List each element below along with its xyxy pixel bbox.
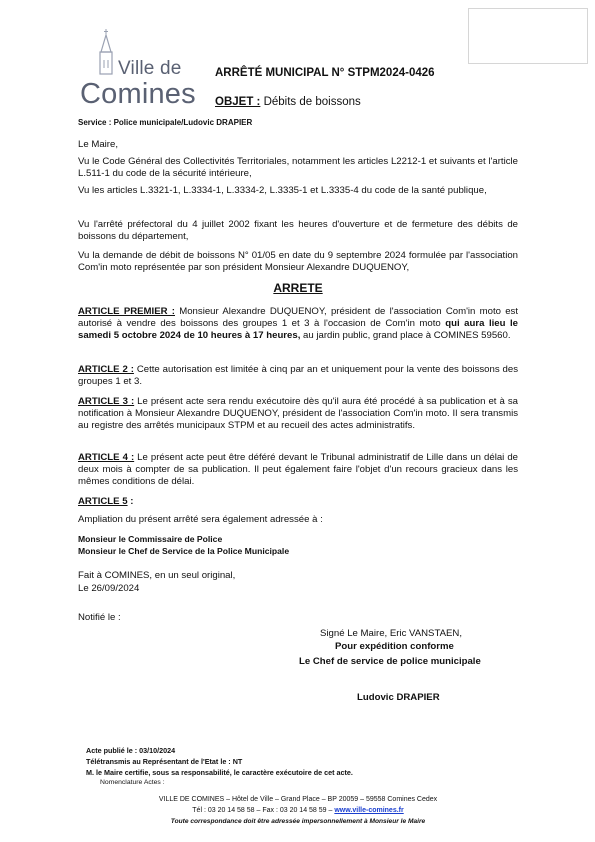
footer-certifie: M. le Maire certifie, sous sa responsabilité, le caractère exécutoire de cet acte.: [86, 768, 353, 777]
signature-name: Ludovic DRAPIER: [357, 692, 440, 703]
city-logo: [78, 28, 198, 108]
arrete-title: ARRÊTÉ MUNICIPAL N° STPM2024-0426: [215, 67, 435, 79]
article-5: [78, 496, 518, 508]
objet-line: [215, 96, 361, 108]
footer-address: VILLE DE COMINES – Hôtel de Ville – Grand Place – BP 20059 – 59558 Comines Cedex: [158, 796, 438, 803]
vu-sante-publique: Vu les articles L.3321-1, L.3334-1, L.3334-2, L.3335-1 et L.3335-4 du code de la santé publique,: [78, 185, 487, 196]
footer-nomenclature: Nomenclature Actes :: [100, 779, 165, 786]
footer-contact: [78, 807, 518, 814]
logo-text-comines: Comines: [80, 78, 196, 110]
article-premier: [78, 306, 518, 343]
vu-demande: Vu la demande de débit de boissons N° 01/05 en date du 9 septembre 2024 formulée par l'association Com'in moto représentée par son président Monsieur Alexandre DUQUENOY,: [78, 250, 518, 274]
article-premier-date: qui aura lieu le samedi 5 octobre 2024 de 10 heures à 17 heures,: [78, 318, 518, 342]
objet-label: OBJET :: [215, 96, 261, 108]
article-5-label: ARTICLE 5: [78, 496, 128, 507]
article-premier-text-a: Monsieur Alexandre DUQUENOY, président de l'association Com'in moto est autorisé à vendre des boissons des groupes 1 et 3 à l'occasion de Com'in moto: [78, 306, 518, 330]
article-2-text: Cette autorisation est limitée à cinq par an et uniquement pour la vente des boissons des groupes 1 et 3.: [78, 364, 519, 388]
objet-text: Débits de boissons: [263, 96, 361, 108]
article-3-text: Le présent acte sera rendu exécutoire dès qu'il aura été procédé à sa publication et à sa notification à Monsieur Alexandre DUQUENOY, président de l'association Com'in moto. Il sera transmis au registre des arrêtés municipaux STPM et au recueil des actes administratifs.: [78, 396, 518, 432]
signature-expedition: Pour expédition conforme: [335, 641, 454, 652]
article-4: [78, 452, 518, 489]
destinataire-chef-service: Monsieur le Chef de Service de la Police Municipale: [78, 546, 290, 556]
destinataire-commissaire: Monsieur le Commissaire de Police: [78, 534, 223, 544]
article-3-label: ARTICLE 3 :: [78, 396, 135, 407]
article-2: [78, 364, 518, 388]
ampliation: Ampliation du présent arrêté sera également adressée à :: [78, 514, 323, 525]
fait-a: Fait à COMINES, en un seul original,: [78, 570, 236, 581]
stamp-box: [468, 8, 588, 64]
footer-publie: Acte publié le : 03/10/2024: [86, 746, 176, 755]
article-premier-text-c: au jardin public, grand place à COMINES 59560.: [300, 330, 511, 342]
article-5-colon: :: [127, 496, 134, 507]
fait-date: Le 26/09/2024: [78, 583, 140, 594]
article-2-label: ARTICLE 2 :: [78, 364, 134, 375]
article-4-label: ARTICLE 4 :: [78, 452, 135, 463]
article-3: [78, 396, 518, 433]
footer-tel: Tél : 03 20 14 58 58 – Fax : 03 20 14 58 59 –: [192, 807, 335, 814]
church-spire-icon: [96, 28, 116, 76]
footer-teletransmis: Télétransmis au Représentant de l'Etat le : NT: [86, 757, 243, 766]
vu-cgct: Vu le Code Général des Collectivités Territoriales, notamment les articles L2212-1 et suivants et l'article L.511-1 du code de la sécurité intérieure,: [78, 156, 518, 180]
signature-chef-service: Le Chef de service de police municipale: [299, 656, 481, 667]
logo-text-ville: Ville de: [118, 58, 182, 79]
article-premier-label: ARTICLE PREMIER :: [78, 306, 175, 317]
service-line: Service : Police municipale/Ludovic DRAPIER: [78, 118, 253, 127]
article-4-text: Le présent acte peut être déféré devant le Tribunal administratif de Lille dans un délai de deux mois à compter de sa publication. Il peut également faire l'objet d'un recours gracieux dans les mêmes conditions de délai.: [78, 452, 518, 488]
footer-correspondance: Toute correspondance doit être adressée impersonnellement à Monsieur le Maire: [170, 818, 426, 825]
arrete-heading: ARRETE: [273, 281, 323, 295]
notifie-le: Notifié le :: [78, 612, 121, 623]
le-maire: Le Maire,: [78, 139, 118, 150]
signature-maire: Signé Le Maire, Eric VANSTAEN,: [320, 628, 462, 639]
vu-arrete-prefectoral: Vu l'arrêté préfectoral du 4 juillet 2002 fixant les heures d'ouverture et de fermeture des débits de boissons du département,: [78, 219, 518, 243]
footer-website-link[interactable]: www.ville-comines.fr: [334, 807, 404, 814]
